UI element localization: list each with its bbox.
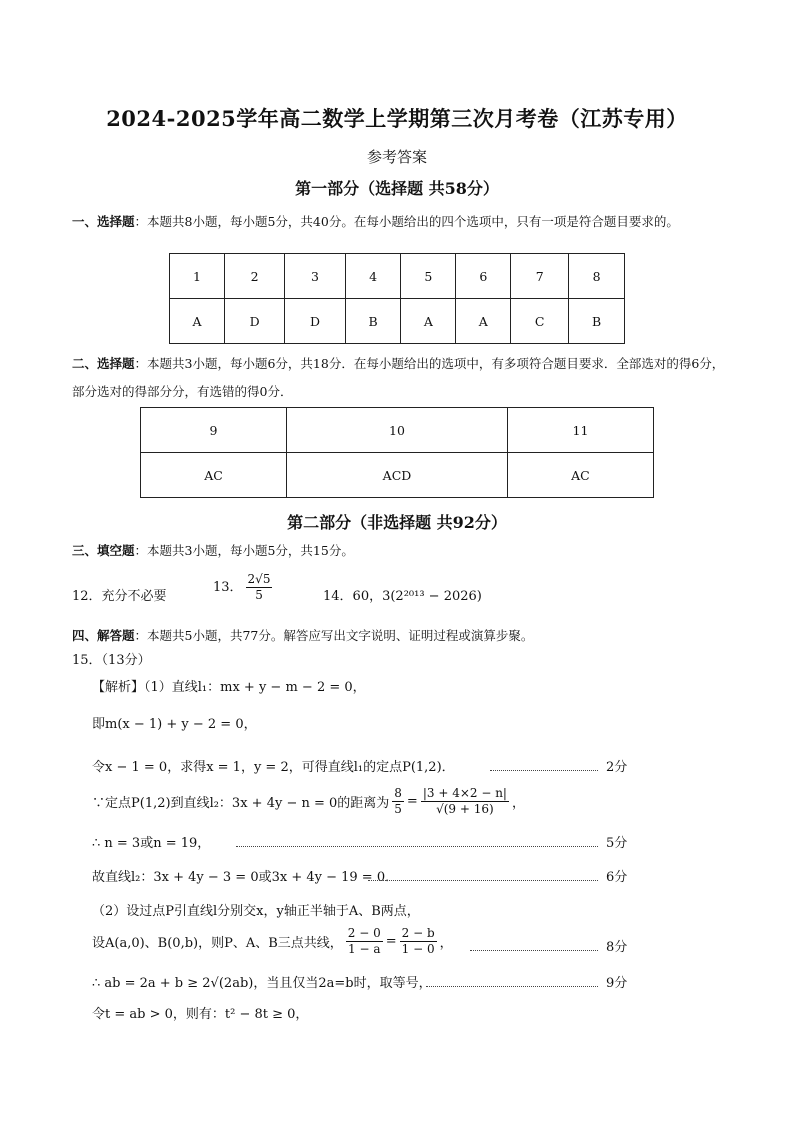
score-8: 8分	[606, 940, 628, 955]
equals-sign: =	[385, 934, 397, 949]
sec1-answer-cell: C	[511, 299, 569, 344]
q15-line-2: 即m(x − 1) + y − 2 = 0，	[92, 717, 257, 732]
sec1-answer-table	[169, 253, 625, 344]
distance-fraction-right	[421, 786, 509, 817]
sec3-instructions	[72, 541, 732, 561]
score-leader	[368, 880, 598, 881]
sec2-num-cell: 10	[287, 408, 508, 453]
sec2-answer-cell: AC	[141, 453, 287, 498]
sec1-answer-cell: B	[345, 299, 401, 344]
part1-heading: 第一部分（选择题 共58分）	[295, 179, 499, 198]
score-leader	[426, 986, 598, 987]
sec1-num-cell: 6	[456, 254, 511, 299]
page-title: 2024-2025学年高二数学上学期第三次月考卷（江苏专用）	[106, 106, 688, 131]
q15-line-3: 令x − 1 = 0，求得x = 1，y = 2，可得直线l₁的定点P(1,2)．	[92, 760, 455, 775]
sec1-num-cell: 5	[401, 254, 456, 299]
sec2-num-cell: 11	[507, 408, 653, 453]
answer-13	[213, 572, 275, 603]
q15-line-4-text: ∵定点P(1,2)到直线l₂：3x + 4y − n = 0的距离为	[92, 796, 390, 811]
answer-14-expression: 3(2²⁰¹³ − 2026)	[382, 589, 482, 604]
q15-line-1: 【解析】（1）直线l₁：mx + y − m − 2 = 0，	[92, 680, 366, 695]
score-leader	[470, 950, 598, 951]
slope-fraction-left	[346, 926, 383, 957]
sec1-number-row	[170, 254, 625, 299]
sec2-num-cell: 9	[141, 408, 287, 453]
q15-line-8-text: 设A(a,0)、B(0,b)，则P、A、B三点共线，	[92, 936, 343, 951]
score-5: 5分	[606, 836, 628, 851]
answer-13-label: 13．	[213, 580, 243, 595]
fraction-denominator: √(9 + 16)	[436, 802, 494, 816]
sec3-heading: 三、填空题	[72, 543, 135, 558]
q15-line-10: 令t = ab > 0，则有：t² − 8t ≥ 0，	[92, 1007, 309, 1022]
distance-fraction-left	[392, 786, 404, 817]
score-6: 6分	[606, 870, 628, 885]
sec1-num-cell: 2	[224, 254, 284, 299]
sec1-num-cell: 3	[285, 254, 345, 299]
sec1-answer-cell: B	[569, 299, 625, 344]
equals-sign: =	[406, 794, 418, 809]
answer-14-label: 14．60，	[323, 589, 383, 604]
q15-line-4	[92, 786, 525, 817]
q15-line-6: 故直线l₂：3x + 4y − 3 = 0或3x + 4y − 19 = 0．	[92, 870, 399, 885]
page-subtitle: 参考答案	[366, 148, 427, 166]
q15-label: 15．（13分）	[72, 653, 151, 668]
q15-line-9: ∴ ab = 2a + b ≥ 2√(2ab)，当且仅当2a=b时，取等号，	[92, 976, 432, 991]
fraction-numerator: 2√5	[247, 572, 271, 586]
fraction-numerator: 2 − b	[401, 926, 435, 940]
sec2-answer-cell: AC	[507, 453, 653, 498]
q15-line-7: （2）设过点P引直线l分别交x，y轴正半轴于A、B两点，	[92, 904, 420, 919]
fraction-numerator: 2 − 0	[347, 926, 381, 940]
answer-12: 12．充分不必要	[72, 589, 167, 604]
score-2: 2分	[606, 760, 628, 775]
comma: ，	[511, 796, 525, 811]
fraction-denominator: 1 − a	[348, 942, 381, 956]
fraction-numerator: |3 + 4×2 − n|	[422, 786, 507, 800]
fraction-numerator: 8	[394, 786, 402, 800]
sec4-text: ：本题共5小题，共77分。解答应写出文字说明、证明过程或演算步聚。	[134, 628, 534, 643]
sec4-instructions	[72, 626, 732, 646]
sec1-answer-cell: D	[285, 299, 345, 344]
sec2-number-row	[141, 408, 654, 453]
sec1-answer-cell: A	[170, 299, 225, 344]
sec2-answer-table	[140, 407, 654, 498]
sec2-answer-cell: ACD	[287, 453, 508, 498]
sec1-heading: 一、选择题	[72, 214, 135, 229]
score-9: 9分	[606, 976, 628, 991]
sec1-text: ：本题共8小题，每小题5分，共40分。在每小题给出的四个选项中，只有一项是符合题目要求的。	[134, 214, 679, 229]
score-leader	[236, 846, 598, 847]
sec1-num-cell: 1	[170, 254, 225, 299]
sec2-instructions	[72, 350, 732, 406]
sec4-heading: 四、解答题	[72, 628, 135, 643]
fraction-denominator: 5	[255, 588, 263, 602]
sec2-answer-row	[141, 453, 654, 498]
sec1-answer-row	[170, 299, 625, 344]
answer-14	[323, 585, 482, 604]
fraction-denominator: 5	[394, 802, 402, 816]
q15-line-5: ∴ n = 3或n = 19，	[92, 836, 211, 851]
sec2-text: ：本题共3小题，每小题6分，共18分．在每小题给出的选项中，有多项符合题目要求．全部选对的得6分，部分选对的得部分分，有选错的得0分．	[72, 356, 725, 399]
slope-fraction-right	[400, 926, 437, 957]
fraction-denominator: 1 − 0	[401, 942, 435, 956]
sec1-answer-cell: D	[224, 299, 284, 344]
sec1-num-cell: 7	[511, 254, 569, 299]
sec3-text: ：本题共3小题，每小题5分，共15分。	[134, 543, 354, 558]
comma: ，	[439, 936, 453, 951]
sec1-answer-cell: A	[401, 299, 456, 344]
sec1-answer-cell: A	[456, 299, 511, 344]
sec1-num-cell: 8	[569, 254, 625, 299]
sec1-instructions	[72, 212, 732, 232]
q15-line-8	[92, 926, 453, 957]
sec2-heading: 二、选择题	[72, 356, 135, 371]
answer-13-fraction	[246, 572, 273, 603]
part2-heading: 第二部分（非选择题 共92分）	[287, 513, 507, 532]
sec1-num-cell: 4	[345, 254, 401, 299]
score-leader	[490, 770, 598, 771]
